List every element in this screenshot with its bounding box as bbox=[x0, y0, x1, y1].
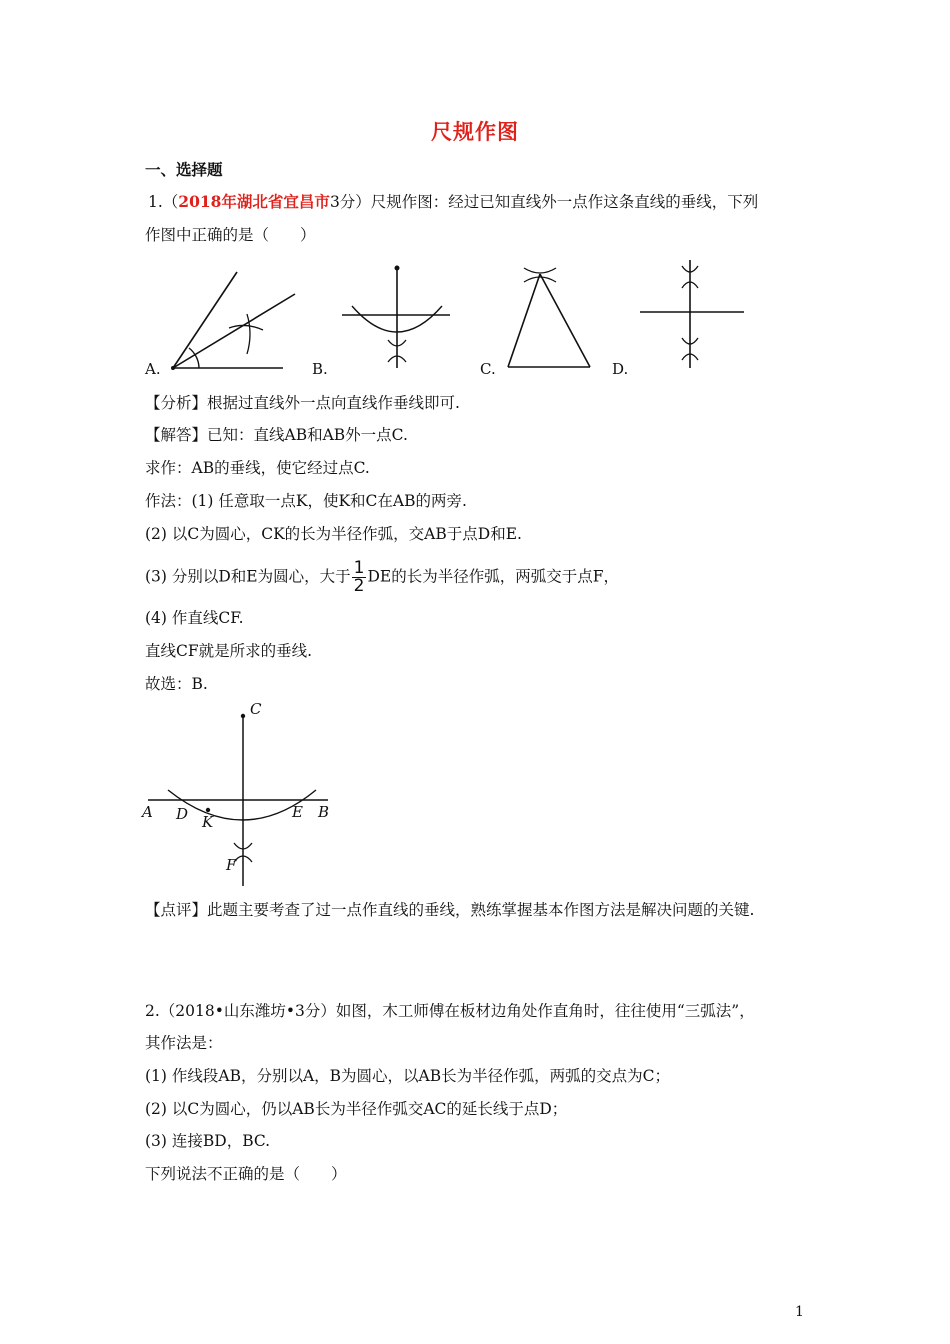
q1-source: 2018年湖北省宜昌市 bbox=[178, 192, 330, 211]
option-c-label: C. bbox=[480, 360, 496, 378]
option-b-label: B. bbox=[312, 360, 328, 378]
q1-comment: 【点评】此题主要考查了过一点作直线的垂线，熟练掌握基本作图方法是解决问题的关键. bbox=[145, 901, 755, 919]
option-c-figure bbox=[500, 262, 600, 372]
label-b: B bbox=[318, 803, 330, 821]
q1-stem-line1: 1.（2018年湖北省宜昌市3分）尺规作图：经过已知直线外一点作这条直线的垂线，下列 bbox=[148, 192, 759, 211]
q1-choice: 故选：B. bbox=[145, 675, 208, 693]
label-f: F bbox=[226, 856, 237, 874]
q1-answer-line: 作法：(1) 任意取一点K，使K和C在AB的两旁. bbox=[145, 492, 467, 510]
q2-line: (2) 以C为圆心，仍以AB长为半径作弧交AC的延长线于点D； bbox=[145, 1100, 568, 1118]
q1-answer-line: 【解答】已知：直线AB和AB外一点C. bbox=[145, 426, 408, 444]
q2-line: 2.（2018•山东潍坊•3分）如图，木工师傅在板材边角处作直角时，往往使用“三弧法”， bbox=[145, 1002, 755, 1020]
label-c: C bbox=[250, 700, 262, 718]
option-b-figure bbox=[340, 262, 455, 372]
q1-answer-line: (2) 以C为圆心，CK的长为半径作弧，交AB于点D和E. bbox=[145, 525, 522, 543]
q1-step4: (4) 作直线CF. bbox=[145, 609, 244, 627]
q1-answer-line: 求作：AB的垂线，使它经过点C. bbox=[145, 459, 370, 477]
label-a: A bbox=[142, 803, 153, 821]
option-a-label: A. bbox=[145, 360, 161, 378]
q1-analysis: 【分析】根据过直线外一点向直线作垂线即可. bbox=[145, 394, 460, 412]
q2-line: 其作法是： bbox=[145, 1034, 223, 1052]
option-d-label: D. bbox=[612, 360, 629, 378]
solution-figure bbox=[140, 700, 340, 890]
page-number: 1 bbox=[795, 1304, 804, 1320]
option-a-figure bbox=[165, 262, 285, 372]
page-title: 尺规作图 bbox=[431, 120, 519, 144]
label-k: K bbox=[202, 813, 214, 831]
label-e: E bbox=[292, 803, 303, 821]
q2-line: (3) 连接BD，BC. bbox=[145, 1132, 271, 1150]
label-d: D bbox=[176, 805, 189, 823]
q1-step3: (3) 分别以D和E为圆心，大于 $\frac{1}{2}$ DE的长为半径作弧，两弧交于点F， bbox=[145, 558, 619, 596]
q2-line: (1) 作线段AB，分别以A，B为圆心，以AB长为半径作弧，两弧的交点为C； bbox=[145, 1067, 670, 1085]
fraction-one-half: $\frac{1}{2}$ bbox=[353, 558, 365, 596]
option-d-figure bbox=[638, 258, 748, 370]
q2-line: 下列说法不正确的是（ ） bbox=[145, 1165, 347, 1183]
section-heading: 一、选择题 bbox=[145, 161, 223, 179]
q1-stem-line2: 作图中正确的是（ ） bbox=[145, 226, 316, 244]
q1-conclusion: 直线CF就是所求的垂线. bbox=[145, 642, 313, 660]
